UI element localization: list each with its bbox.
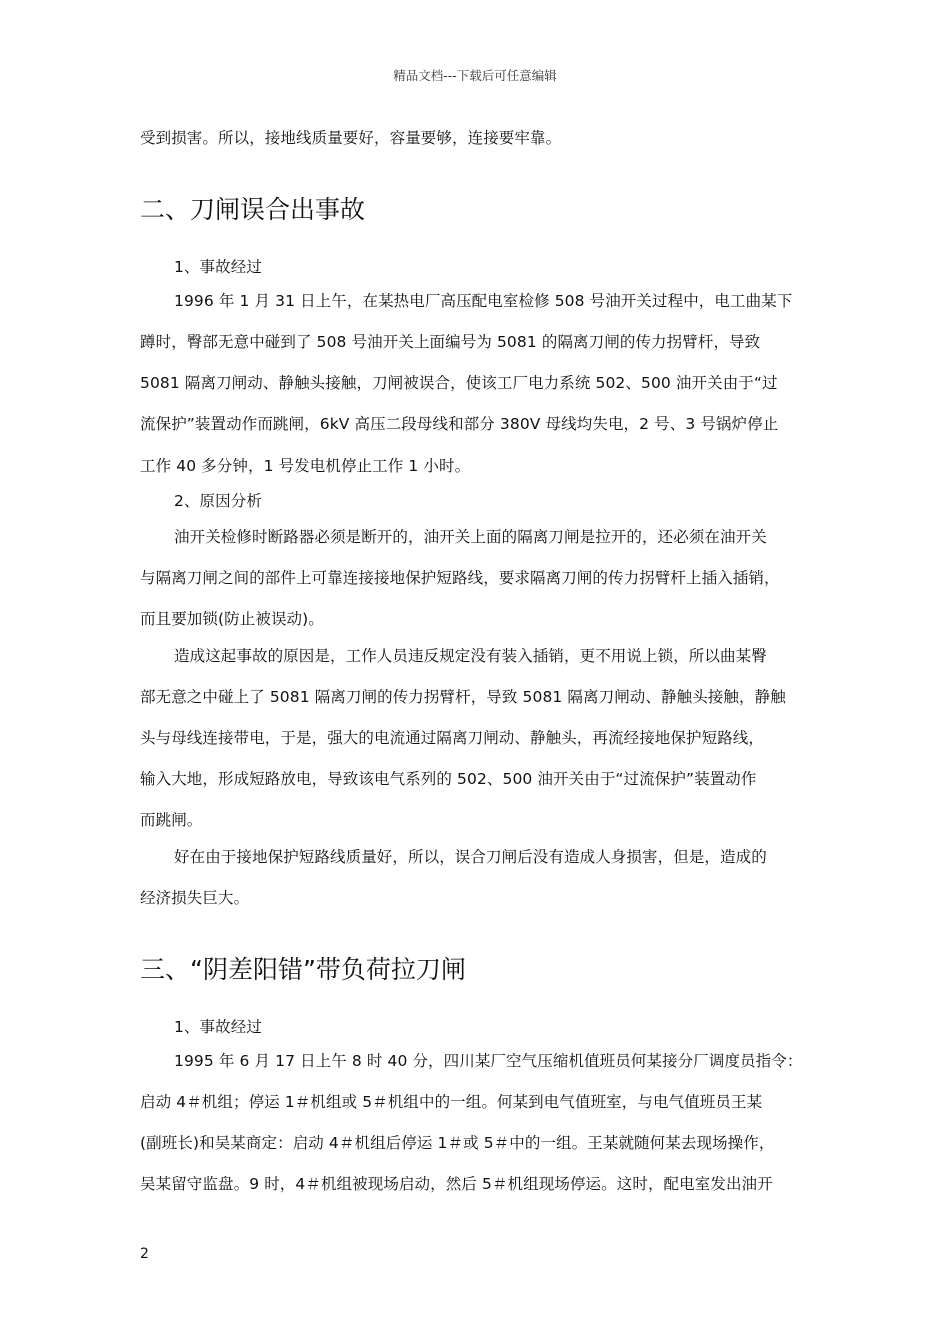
paragraph-line: 蹲时，臀部无意中碰到了 508 号油开关上面编号为 5081 的隔离刀闸的传力拐臂杆，导致 xyxy=(140,333,761,351)
paragraph-line: 油开关检修时断路器必须是断开的，油开关上面的隔离刀闸是拉开的，还必须在油开关 xyxy=(174,528,767,546)
subsection-title: 2、原因分析 xyxy=(174,492,262,510)
paragraph-line: (副班长)和吴某商定：启动 4＃机组后停运 1＃或 5＃中的一组。王某就随何某去现场操作， xyxy=(140,1134,775,1152)
paragraph-line: 流保护”装置动作而跳闸，6kV 高压二段母线和部分 380V 母线均失电，2 号、3 号锅炉停止 xyxy=(140,415,779,433)
paragraph-line: 启动 4＃机组；停运 1＃机组或 5＃机组中的一组。何某到电气值班室，与电气值班员王某 xyxy=(140,1093,763,1111)
paragraph-line: 1995 年 6 月 17 日上午 8 时 40 分，四川某厂空气压缩机值班员何某接分厂调度员指令： xyxy=(174,1052,803,1070)
paragraph-line: 受到损害。所以，接地线质量要好，容量要够，连接要牢靠。 xyxy=(140,129,562,147)
paragraph-line: 输入大地，形成短路放电，导致该电气系列的 502、500 油开关由于“过流保护”装置动作 xyxy=(140,770,757,788)
paragraph-line: 5081 隔离刀闸动、静触头接触，刀闸被误合，使该工厂电力系统 502、500 油开关由于“过 xyxy=(140,374,778,392)
page-number: 2 xyxy=(140,1246,149,1262)
paragraph-line: 部无意之中碰上了 5081 隔离刀闸的传力拐臂杆，导致 5081 隔离刀闸动、静触头接触，静触 xyxy=(140,688,786,706)
subsection-title: 1、事故经过 xyxy=(174,258,262,276)
paragraph-line: 工作 40 多分钟，1 号发电机停止工作 1 小时。 xyxy=(140,457,471,475)
paragraph-line: 好在由于接地保护短路线质量好，所以，误合刀闸后没有造成人身损害，但是，造成的 xyxy=(174,848,767,866)
paragraph-line: 与隔离刀闸之间的部件上可靠连接接地保护短路线，要求隔离刀闸的传力拐臂杆上插入插销， xyxy=(140,569,780,587)
paragraph-line: 而跳闸。 xyxy=(140,811,203,829)
paragraph-line: 造成这起事故的原因是，工作人员违反规定没有装入插销，更不用说上锁，所以曲某臀 xyxy=(174,647,767,665)
paragraph-line: 1996 年 1 月 31 日上午，在某热电厂高压配电室检修 508 号油开关过程中，电工曲某下 xyxy=(174,292,793,310)
section-heading: 二、刀闸误合出事故 xyxy=(140,195,366,224)
paragraph-line: 吴某留守监盘。9 时，4＃机组被现场启动，然后 5＃机组现场停运。这时，配电室发出油开 xyxy=(140,1175,773,1193)
paragraph-line: 经济损失巨大。 xyxy=(140,889,250,907)
paragraph-line: 而且要加锁(防止被误动)。 xyxy=(140,610,324,628)
section-heading: 三、“阴差阳错”带负荷拉刀闸 xyxy=(140,955,466,984)
subsection-title: 1、事故经过 xyxy=(174,1018,262,1036)
page-header: 精品文档---下载后可任意编辑 xyxy=(393,68,557,83)
paragraph-line: 头与母线连接带电，于是，强大的电流通过隔离刀闸动、静触头，再流经接地保护短路线， xyxy=(140,729,765,747)
